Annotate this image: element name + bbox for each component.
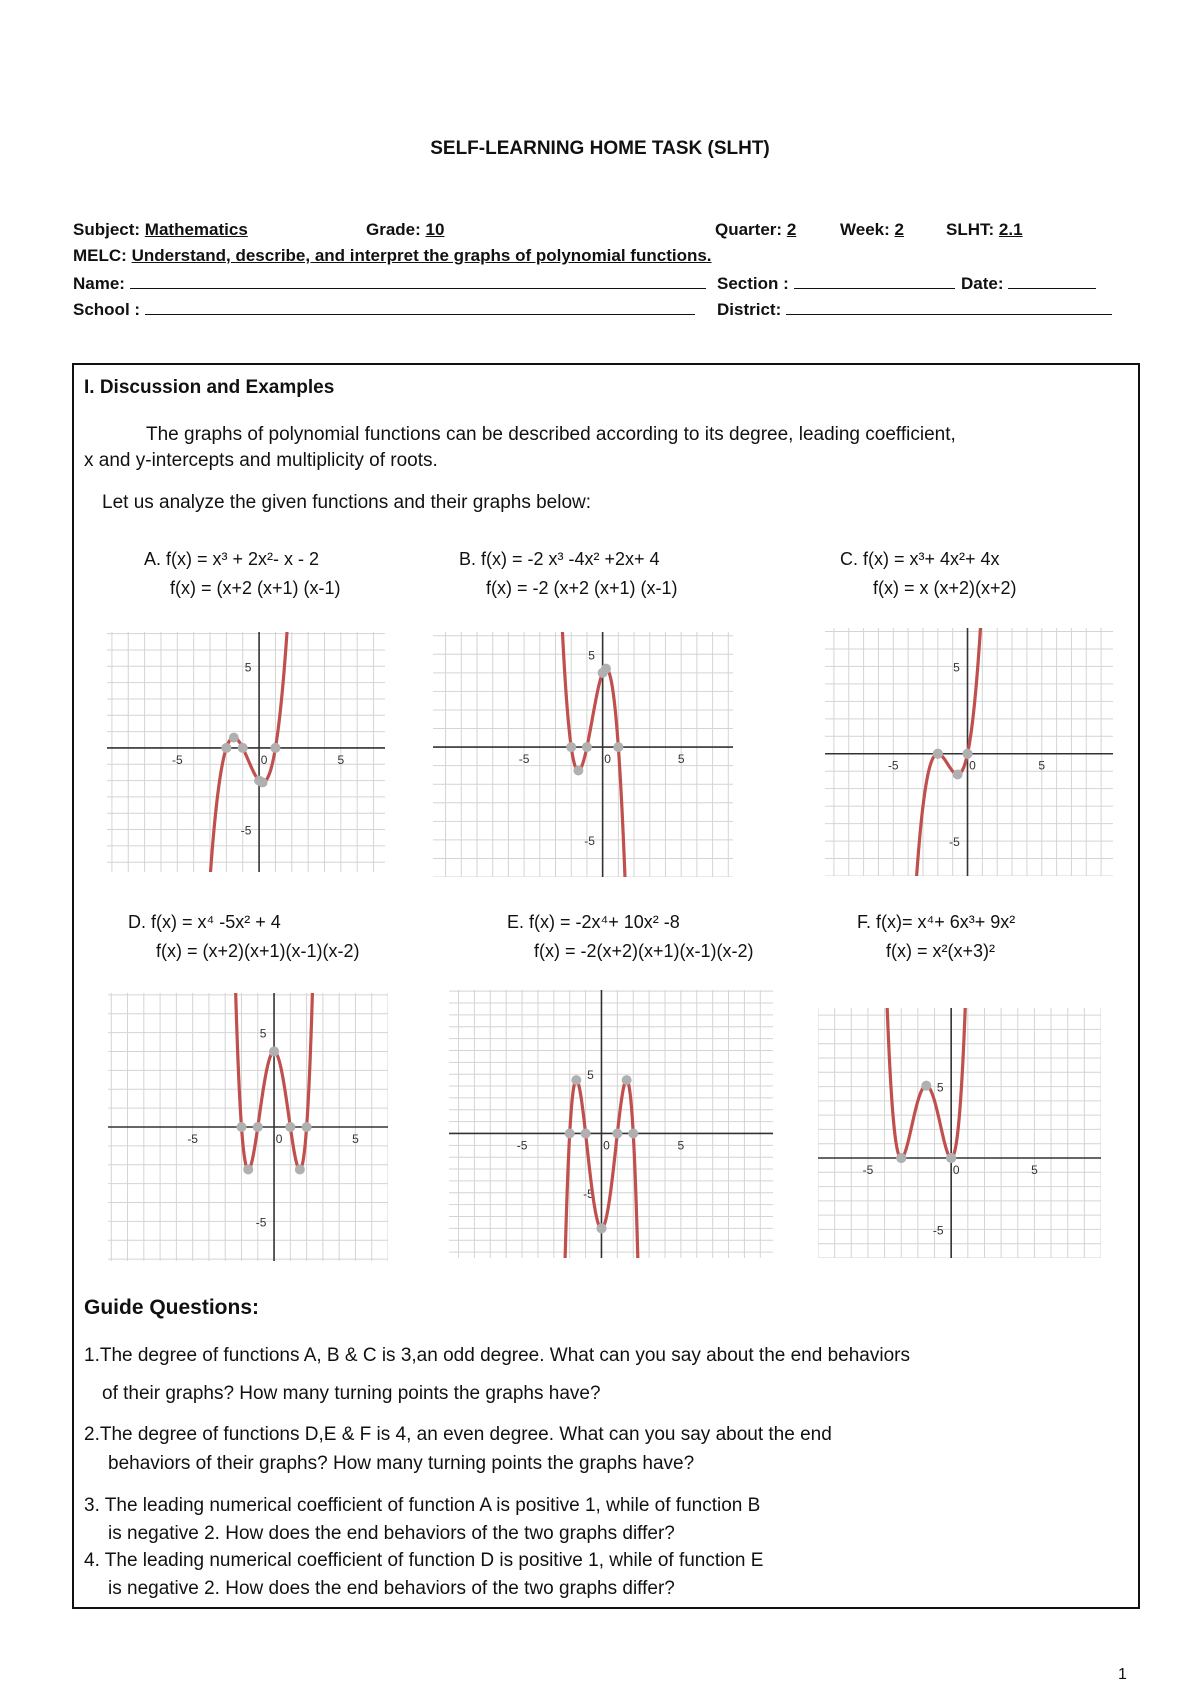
key-point — [302, 1122, 312, 1132]
y-tick-label-pos: 5 — [953, 660, 960, 675]
section-blank[interactable] — [794, 273, 955, 289]
graph-function-d — [108, 993, 388, 1261]
graph-function-f — [818, 1008, 1101, 1258]
key-point — [285, 1122, 295, 1132]
key-point — [963, 749, 973, 759]
x-tick-label-pos: 5 — [1038, 758, 1046, 773]
district-label: District: — [717, 300, 782, 319]
key-point — [946, 1153, 956, 1163]
key-point — [565, 1128, 575, 1138]
key-point — [597, 1223, 607, 1233]
district-blank[interactable] — [786, 299, 1112, 315]
key-point — [921, 1081, 931, 1091]
key-point — [295, 1164, 305, 1174]
quarter-field — [715, 220, 796, 240]
grade-field — [366, 220, 444, 240]
page-number: 1 — [1118, 1666, 1127, 1683]
date-blank[interactable] — [1008, 273, 1096, 289]
origin-label: 0 — [603, 1138, 610, 1153]
week-value: 2 — [894, 220, 904, 239]
question-3-line2: is negative 2. How does the end behaviors of the two graphs differ? — [108, 1523, 675, 1544]
x-tick-label-pos: 5 — [337, 752, 345, 767]
slht-field — [946, 220, 1023, 240]
x-tick-label-neg: -5 — [187, 1132, 198, 1146]
key-point — [229, 733, 239, 743]
grade-value: 10 — [425, 220, 445, 239]
quarter-value: 2 — [786, 220, 797, 239]
x-tick-label-pos: 5 — [352, 1132, 359, 1146]
x-tick-label-pos: 5 — [1031, 1163, 1038, 1177]
school-blank[interactable] — [145, 299, 695, 315]
graph-function-a — [107, 632, 385, 872]
key-point — [628, 1128, 638, 1138]
name-field[interactable] — [73, 273, 706, 294]
week-label: Week: — [840, 220, 890, 239]
discussion-para-line2: x and y-intercepts and multiplicity of roots. — [84, 450, 438, 471]
question-4-line1: 4. The leading numerical coefficient of function D is positive 1, while of function E — [84, 1550, 764, 1571]
quarter-label: Quarter: — [715, 220, 783, 239]
y-tick-label-pos: 5 — [588, 648, 595, 663]
name-label: Name: — [73, 274, 125, 293]
y-tick-label-neg: -5 — [932, 1223, 944, 1238]
section-label: Section : — [717, 274, 789, 293]
discussion-para-line1: The graphs of polynomial functions can be described according to its degree, leading coefficient, — [146, 424, 956, 445]
question-1-line2: of their graphs? How many turning points the graphs have? — [102, 1383, 601, 1404]
document-title: SELF-LEARNING HOME TASK (SLHT) — [430, 138, 770, 159]
y-tick-label-neg: -5 — [255, 1215, 267, 1230]
slht-label: SLHT: — [946, 220, 995, 239]
melc-label: MELC: — [73, 246, 127, 265]
x-tick-label-neg: -5 — [171, 752, 183, 767]
subject-value: Mathematics — [144, 220, 248, 239]
origin-label: 0 — [604, 752, 611, 767]
x-tick-label-neg: -5 — [862, 1163, 874, 1177]
y-tick-label-pos: 5 — [587, 1068, 594, 1083]
y-tick-label-neg: -5 — [949, 835, 960, 850]
district-field[interactable] — [717, 299, 1112, 320]
key-point — [613, 742, 623, 752]
key-point — [896, 1153, 906, 1163]
week-field — [840, 220, 904, 240]
graph-svg-b — [433, 632, 733, 877]
function-d-expanded: D. f(x) = x⁴ -5x² + 4 — [128, 912, 281, 932]
x-tick-label-neg: -5 — [516, 1138, 528, 1153]
function-e-expanded: E. f(x) = -2x⁴+ 10x² -8 — [507, 912, 680, 932]
question-2-line1: 2.The degree of functions D,E & F is 4, an even degree. What can you say about the end — [84, 1424, 832, 1445]
question-2-line2: behaviors of their graphs? How many turning points the graphs have? — [108, 1453, 695, 1474]
section-field[interactable] — [717, 273, 955, 294]
graph-function-b — [433, 632, 733, 877]
graph-svg-d — [108, 993, 388, 1261]
graph-svg-a — [107, 632, 385, 872]
subject-field — [73, 220, 248, 240]
function-f-expanded: F. f(x)= x⁴+ 6x³+ 9x² — [857, 912, 1016, 932]
origin-label: 0 — [260, 752, 268, 767]
date-label: Date: — [961, 274, 1004, 293]
x-tick-label-neg: -5 — [887, 758, 899, 773]
key-point — [573, 766, 583, 776]
function-a-expanded: A. f(x) = x³ + 2x²- x - 2 — [144, 549, 320, 569]
question-3-line1: 3. The leading numerical coefficient of function A is positive 1, while of function B — [84, 1495, 761, 1516]
discussion-heading: I. Discussion and Examples — [84, 377, 335, 398]
key-point — [581, 1128, 591, 1138]
graph-svg-e — [449, 990, 773, 1258]
key-point — [253, 1122, 263, 1132]
function-c-expanded: C. f(x) = x³+ 4x²+ 4x — [840, 549, 1000, 569]
graph-function-e — [449, 990, 773, 1258]
x-tick-label-pos: 5 — [677, 752, 685, 767]
y-tick-label-neg: -5 — [583, 1186, 594, 1201]
key-point — [953, 769, 963, 779]
function-b-expanded: B. f(x) = -2 x³ -4x² +2x+ 4 — [459, 549, 660, 569]
origin-label: 0 — [969, 758, 976, 773]
function-f-factored: f(x) = x²(x+3)² — [886, 941, 996, 961]
school-label: School : — [73, 300, 141, 319]
function-c-factored: f(x) = x (x+2)(x+2) — [873, 578, 1017, 598]
key-point — [622, 1075, 632, 1085]
key-point — [269, 1047, 279, 1057]
subject-label: Subject: — [73, 220, 141, 239]
key-point — [243, 1164, 253, 1174]
function-d-factored: f(x) = (x+2)(x+1)(x-1)(x-2) — [156, 941, 360, 961]
key-point — [221, 743, 231, 753]
graph-svg-c — [825, 628, 1113, 876]
key-point — [270, 743, 280, 753]
question-1-line1: 1.The degree of functions A, B & C is 3,an odd degree. What can you say about the end behaviors — [84, 1345, 910, 1366]
key-point — [566, 742, 576, 752]
key-point — [238, 743, 248, 753]
melc-field — [73, 246, 712, 266]
origin-label: 0 — [275, 1132, 283, 1146]
graph-function-c — [825, 628, 1113, 876]
discussion-para2: Let us analyze the given functions and their graphs below: — [102, 492, 592, 513]
graph-svg-f — [818, 1008, 1101, 1258]
key-point — [258, 777, 268, 787]
origin-label: 0 — [952, 1163, 960, 1177]
question-4-line2: is negative 2. How does the end behaviors of the two graphs differ? — [108, 1578, 675, 1599]
key-point — [933, 749, 943, 759]
y-tick-label-neg: -5 — [240, 823, 252, 838]
graph-background — [449, 990, 773, 1258]
y-tick-label-pos: 5 — [936, 1080, 944, 1095]
function-a-factored: f(x) = (x+2 (x+1) (x-1) — [170, 578, 341, 598]
y-tick-label-neg: -5 — [584, 833, 595, 848]
key-point — [236, 1122, 246, 1132]
key-point — [571, 1075, 581, 1085]
y-tick-label-pos: 5 — [259, 1026, 267, 1041]
melc-value: Understand, describe, and interpret the graphs of polynomial functions. — [131, 246, 712, 265]
date-field[interactable] — [961, 273, 1096, 294]
key-point — [601, 664, 611, 674]
graph-background — [818, 1008, 1101, 1258]
x-tick-label-neg: -5 — [518, 752, 530, 767]
x-tick-label-pos: 5 — [677, 1138, 685, 1153]
key-point — [612, 1128, 622, 1138]
function-b-factored: f(x) = -2 (x+2 (x+1) (x-1) — [486, 578, 678, 598]
y-tick-label-pos: 5 — [244, 660, 252, 675]
key-point — [582, 742, 592, 752]
grade-label: Grade: — [366, 220, 421, 239]
function-e-factored: f(x) = -2(x+2)(x+1)(x-1)(x-2) — [534, 941, 754, 961]
school-field[interactable] — [73, 299, 695, 320]
name-blank[interactable] — [130, 273, 706, 289]
guide-questions-heading: Guide Questions: — [84, 1296, 260, 1319]
slht-value: 2.1 — [998, 220, 1023, 239]
